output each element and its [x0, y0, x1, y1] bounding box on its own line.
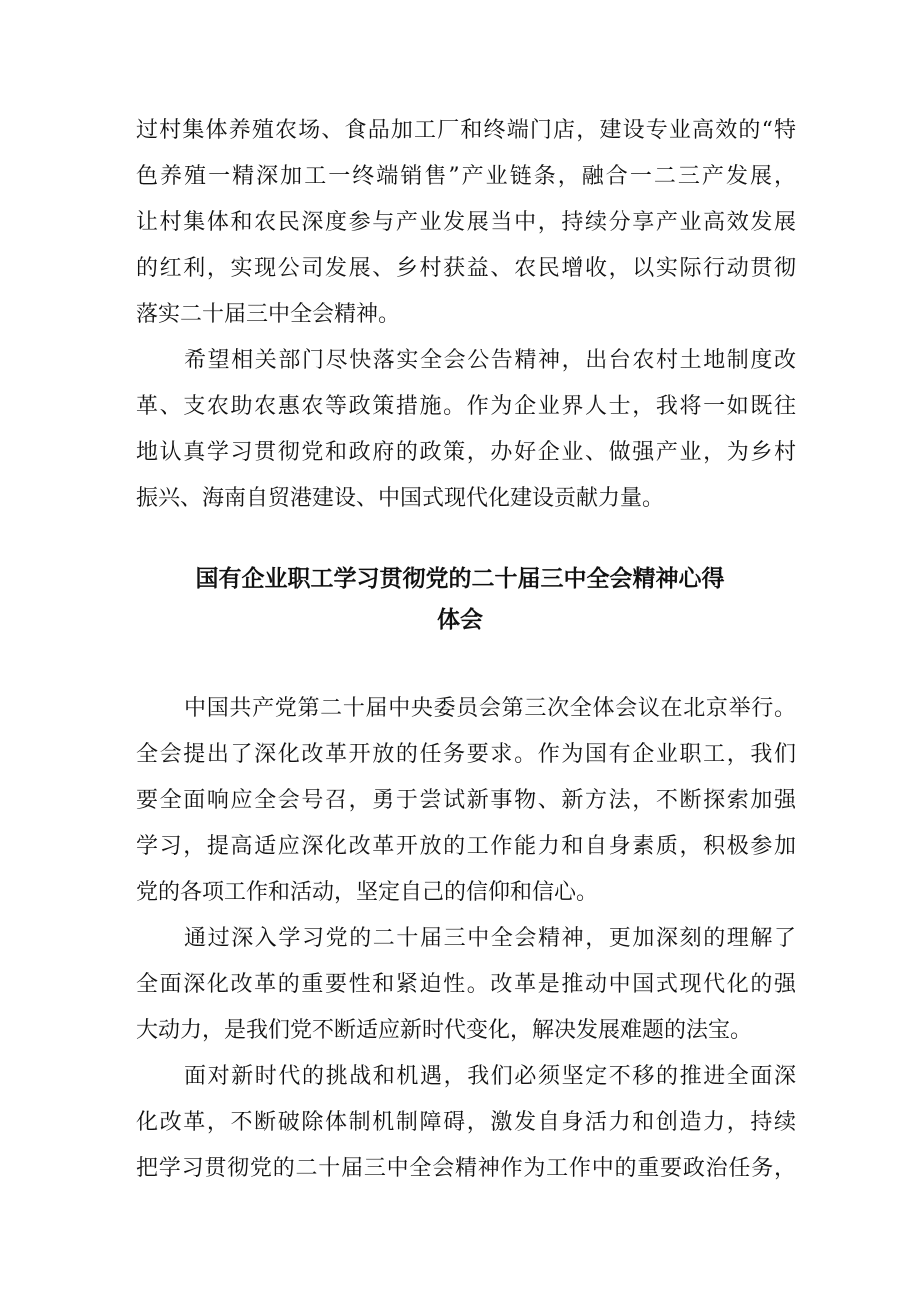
- paragraph-line: 希望相关部门尽快落实全会公告精神，出台农村土地制度改: [184, 348, 796, 373]
- paragraph-line: 中国共产党第二十届中央委员会第三次全体会议在北京举行。: [184, 696, 796, 721]
- paragraph-line: 学习，提高适应深化改革开放的工作能力和自身素质，积极参加: [136, 834, 796, 859]
- paragraph-line: 通过深入学习党的二十届三中全会精神，更加深刻的理解了: [184, 926, 796, 951]
- paragraph-line: 过村集体养殖农场、食品加工厂和终端门店，建设专业高效的“特: [136, 118, 796, 143]
- paragraph-line: 化改革，不断破除体制机制障碍，激发自身活力和创造力，持续: [136, 1110, 796, 1135]
- paragraph-line: 大动力，是我们党不断适应新时代变化，解决发展难题的法宝。: [136, 1018, 753, 1043]
- paragraph-line: 全会提出了深化改革开放的任务要求。作为国有企业职工，我们: [136, 742, 796, 767]
- paragraph-line: 要全面响应全会号召，勇于尝试新事物、新方法，不断探索加强: [136, 788, 796, 813]
- paragraph-line: 全面深化改革的重要性和紧迫性。改革是推动中国式现代化的强: [136, 972, 796, 997]
- paragraph-line: 色养殖一精深加工一终端销售”产业链条，融合一二三产发展，: [136, 164, 796, 189]
- article-title-line-1: 国有企业职工学习贯彻党的二十届三中全会精神心得: [195, 566, 725, 592]
- paragraph-line: 党的各项工作和活动，坚定自己的信仰和信心。: [136, 880, 599, 905]
- paragraph-line: 地认真学习贯彻党和政府的政策，办好企业、做强产业，为乡村: [136, 440, 796, 465]
- paragraph-line: 落实二十届三中全会精神。: [136, 302, 401, 327]
- paragraph-line: 面对新时代的挑战和机遇，我们必须坚定不移的推进全面深: [184, 1064, 796, 1089]
- paragraph-line: 让村集体和农民深度参与产业发展当中，持续分享产业高效发展: [136, 210, 796, 235]
- article-title-line-2: 体会: [437, 607, 483, 633]
- paragraph-line: 革、支农助农惠农等政策措施。作为企业界人士，我将一如既往: [136, 394, 796, 419]
- paragraph-line: 振兴、海南自贸港建设、中国式现代化建设贡献力量。: [136, 486, 665, 511]
- paragraph-line: 把学习贯彻党的二十届三中全会精神作为工作中的重要政治任务，: [136, 1156, 796, 1181]
- paragraph-line: 的红利，实现公司发展、乡村获益、农民增收，以实际行动贯彻: [136, 256, 796, 281]
